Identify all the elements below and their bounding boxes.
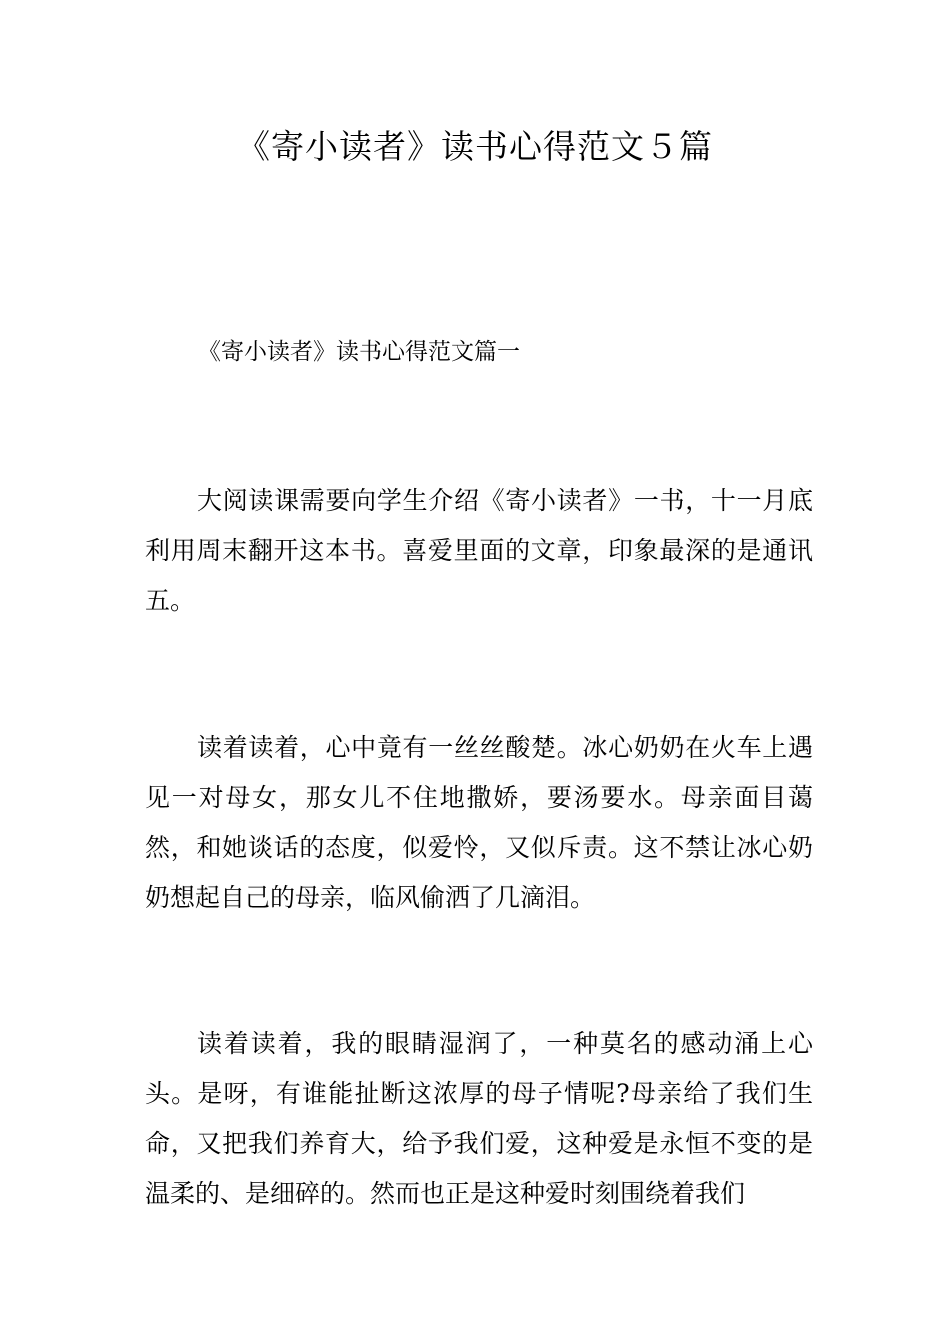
document-title: 《寄小读者》读书心得范文５篇: [237, 127, 713, 166]
paragraph-2: 读着读着，心中竟有一丝丝酸楚。冰心奶奶在火车上遇见一对母女，那女儿不住地撒娇，要汤要水。母亲面目蔼然，和她谈话的态度，似爱怜，又似斥责。这不禁让冰心奶奶想起自己的母亲，临风偷洒了几滴泪。: [145, 733, 813, 912]
paragraph-1: 大阅读课需要向学生介绍《寄小读者》一书，十一月底利用周末翻开这本书。喜爱里面的文章，印象最深的是通讯五。: [145, 486, 813, 615]
paragraph-3: 读着读着，我的眼睛湿润了，一种莫名的感动涌上心头。是呀，有谁能扯断这浓厚的母子情呢?母亲给了我们生命，又把我们养育大，给予我们爱，这种爱是永恒不变的是温柔的、是细碎的。然而也正是这种爱时刻围绕着我们: [145, 1029, 813, 1208]
section-heading: 《寄小读者》读书心得范文篇一: [198, 339, 520, 365]
